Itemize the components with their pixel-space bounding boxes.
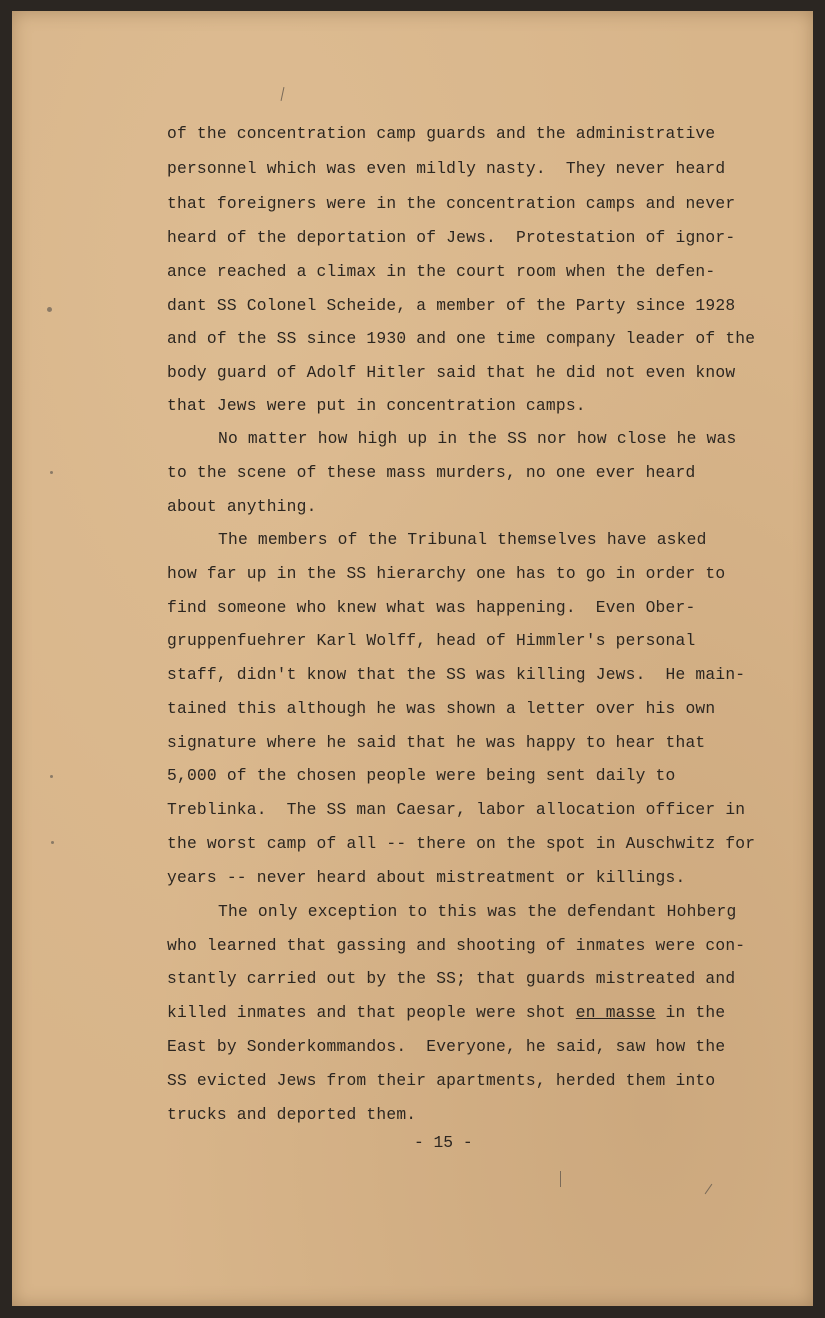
text-line: find someone who knew what was happening. Even Ober-	[167, 598, 696, 617]
text-line: body guard of Adolf Hitler said that he did not even know	[167, 363, 736, 382]
text-line: that Jews were put in concentration camps.	[167, 396, 586, 415]
text-line: signature where he said that he was happy to hear that	[167, 733, 706, 752]
text-line: 5,000 of the chosen people were being sent daily to	[167, 766, 676, 785]
punch-hole-mark	[47, 307, 52, 312]
underlined-phrase: en masse	[575, 1003, 656, 1022]
text-line: about anything.	[167, 497, 317, 516]
text-line: how far up in the SS hierarchy one has to go in order to	[167, 564, 726, 583]
punch-hole-mark	[50, 471, 53, 474]
text-line: years -- never heard about mistreatment or killings.	[167, 868, 686, 887]
text-line: staff, didn't know that the SS was killing Jews. He main-	[167, 665, 746, 684]
punch-hole-mark	[50, 775, 53, 778]
text-line: that foreigners were in the concentration camps and never	[167, 194, 736, 213]
text-line: the worst camp of all -- there on the spot in Auschwitz for	[167, 834, 756, 853]
text-line: trucks and deported them.	[167, 1105, 417, 1124]
text-fragment: killed inmates and that people were shot	[167, 1003, 576, 1022]
text-line: heard of the deportation of Jews. Protestation of ignor-	[167, 228, 736, 247]
text-line: The members of the Tribunal themselves have asked	[218, 530, 707, 549]
text-line: of the concentration camp guards and the administrative	[167, 124, 716, 143]
text-line: East by Sonderkommandos. Everyone, he said, saw how the	[167, 1037, 726, 1056]
text-line	[167, 1003, 725, 1023]
text-line: personnel which was even mildly nasty. They never heard	[167, 159, 726, 178]
text-line: and of the SS since 1930 and one time company leader of the	[167, 329, 756, 348]
body-text	[167, 0, 777, 1124]
text-fragment: in the	[655, 1003, 726, 1022]
text-line: who learned that gassing and shooting of inmates were con-	[167, 936, 746, 955]
text-line: SS evicted Jews from their apartments, herded them into	[167, 1071, 716, 1090]
pencil-mark	[705, 1184, 713, 1194]
text-line: ance reached a climax in the court room when the defen-	[167, 262, 716, 281]
text-line: Treblinka. The SS man Caesar, labor allocation officer in	[167, 800, 746, 819]
text-line: No matter how high up in the SS nor how close he was	[218, 429, 737, 448]
text-line: gruppenfuehrer Karl Wolff, head of Himmler's personal	[167, 631, 696, 650]
punch-hole-mark	[51, 841, 54, 844]
text-line: to the scene of these mass murders, no one ever heard	[167, 463, 696, 482]
text-line: stantly carried out by the SS; that guards mistreated and	[167, 969, 736, 988]
page-number: - 15 -	[414, 1133, 473, 1152]
text-line: The only exception to this was the defendant Hohberg	[218, 902, 737, 921]
text-line: dant SS Colonel Scheide, a member of the Party since 1928	[167, 296, 736, 315]
pencil-mark	[560, 1171, 561, 1187]
text-line: tained this although he was shown a letter over his own	[167, 699, 716, 718]
